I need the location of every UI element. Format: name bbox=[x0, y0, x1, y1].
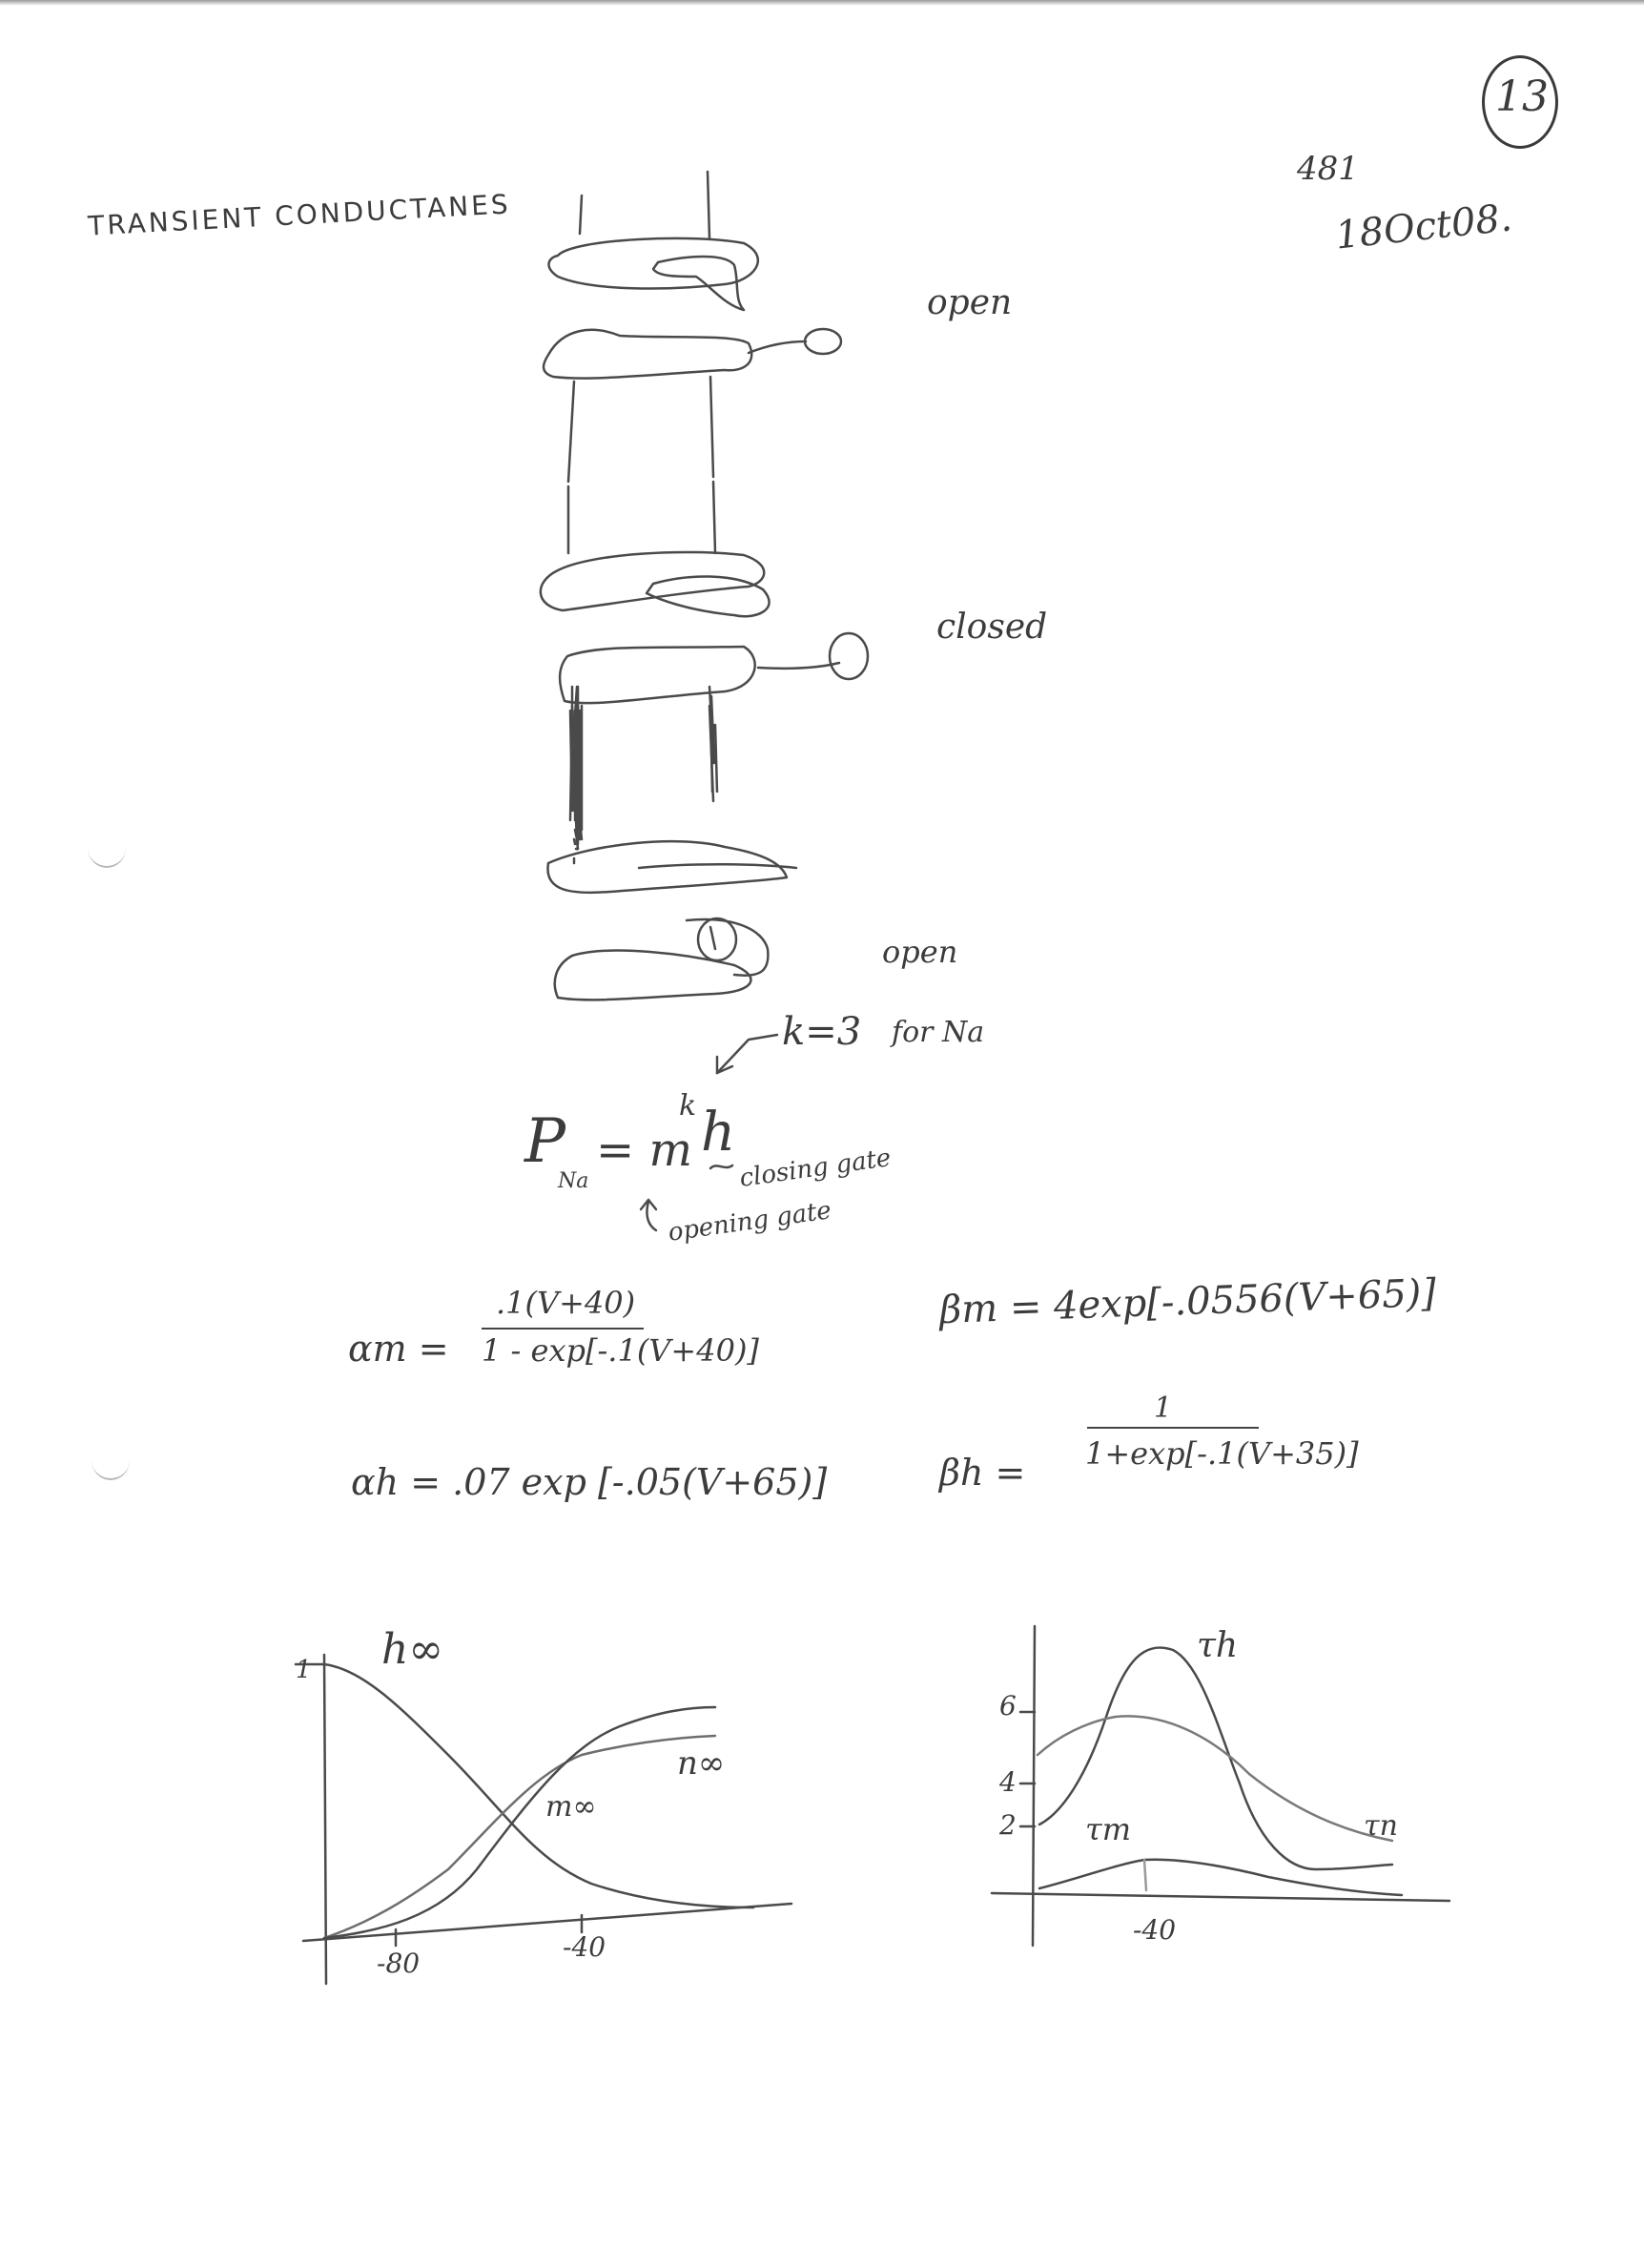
graph-right-x-tick-minus40: -40 bbox=[1133, 1914, 1177, 1946]
graph-right bbox=[992, 1626, 1449, 1946]
alpha-m-fraction-bar bbox=[482, 1328, 644, 1330]
p-h: h bbox=[701, 1102, 736, 1164]
opening-gate-note: opening gate bbox=[666, 1196, 833, 1247]
p-rhs: = m bbox=[596, 1124, 692, 1177]
channel-closed bbox=[541, 552, 868, 703]
beta-h-denominator: 1+exp[-.1(V+35)] bbox=[1085, 1435, 1359, 1472]
graph-right-y-tick-2: 2 bbox=[999, 1809, 1017, 1841]
label-open-bottom: open bbox=[882, 934, 958, 970]
graph-right-tau-h-label: τh bbox=[1197, 1626, 1239, 1665]
course-number: 481 bbox=[1297, 150, 1359, 188]
p-exponent: k bbox=[679, 1089, 697, 1123]
tau-m-curve bbox=[1039, 1860, 1402, 1895]
k-for-na: for Na bbox=[892, 1016, 985, 1049]
date: 18Oct08. bbox=[1333, 196, 1514, 258]
h-inf-curve bbox=[324, 1664, 753, 1907]
graph-left-h-inf-label: h∞ bbox=[381, 1625, 443, 1674]
page-title: TRANSIENT CONDUCTANES bbox=[87, 188, 512, 242]
channel-open-1 bbox=[544, 238, 841, 379]
graph-right-tau-n-label: τn bbox=[1364, 1809, 1398, 1843]
alpha-m-denominator: 1 - exp[-.1(V+40)] bbox=[482, 1332, 759, 1369]
graph-left-x-tick-minus40: -40 bbox=[563, 1931, 606, 1963]
beta-m-equation: βm = 4exp[-.0556(V+65)] bbox=[938, 1270, 1437, 1333]
graph-right-tau-m-label: τm bbox=[1085, 1811, 1132, 1847]
graph-right-y-tick-6: 6 bbox=[999, 1690, 1017, 1722]
graph-left-y-tick-1: 1 bbox=[296, 1656, 312, 1684]
graph-left bbox=[296, 1655, 791, 1984]
graph-left-x-tick-minus80: -80 bbox=[377, 1948, 421, 1979]
k-value: k=3 bbox=[782, 1010, 862, 1054]
alpha-h-equation: αh = .07 exp [-.05(V+65)] bbox=[351, 1461, 828, 1503]
m-inf-curve bbox=[324, 1736, 715, 1938]
closing-gate-arrow bbox=[710, 1165, 732, 1168]
p-symbol: P bbox=[524, 1106, 566, 1177]
closing-gate-note: closing gate bbox=[737, 1144, 894, 1193]
alpha-m-numerator: .1(V+40) bbox=[496, 1285, 636, 1321]
opening-gate-arrow bbox=[641, 1200, 656, 1230]
beta-h-label: βh = bbox=[939, 1452, 1026, 1494]
label-closed: closed bbox=[936, 608, 1048, 647]
beta-h-fraction-bar bbox=[1087, 1427, 1259, 1429]
graph-left-m-inf-label: m∞ bbox=[545, 1790, 597, 1824]
graph-right-y-tick-4: 4 bbox=[999, 1766, 1017, 1798]
k-arrow bbox=[717, 1035, 777, 1073]
graph-left-n-inf-label: n∞ bbox=[677, 1744, 726, 1783]
label-open-top: open bbox=[927, 283, 1013, 322]
channel-open-2 bbox=[547, 841, 796, 1000]
beta-h-numerator: 1 bbox=[1154, 1392, 1173, 1425]
p-subscript: Na bbox=[558, 1169, 589, 1193]
page-number: 13 bbox=[1495, 72, 1549, 121]
alpha-m-label: αm = bbox=[348, 1328, 449, 1370]
